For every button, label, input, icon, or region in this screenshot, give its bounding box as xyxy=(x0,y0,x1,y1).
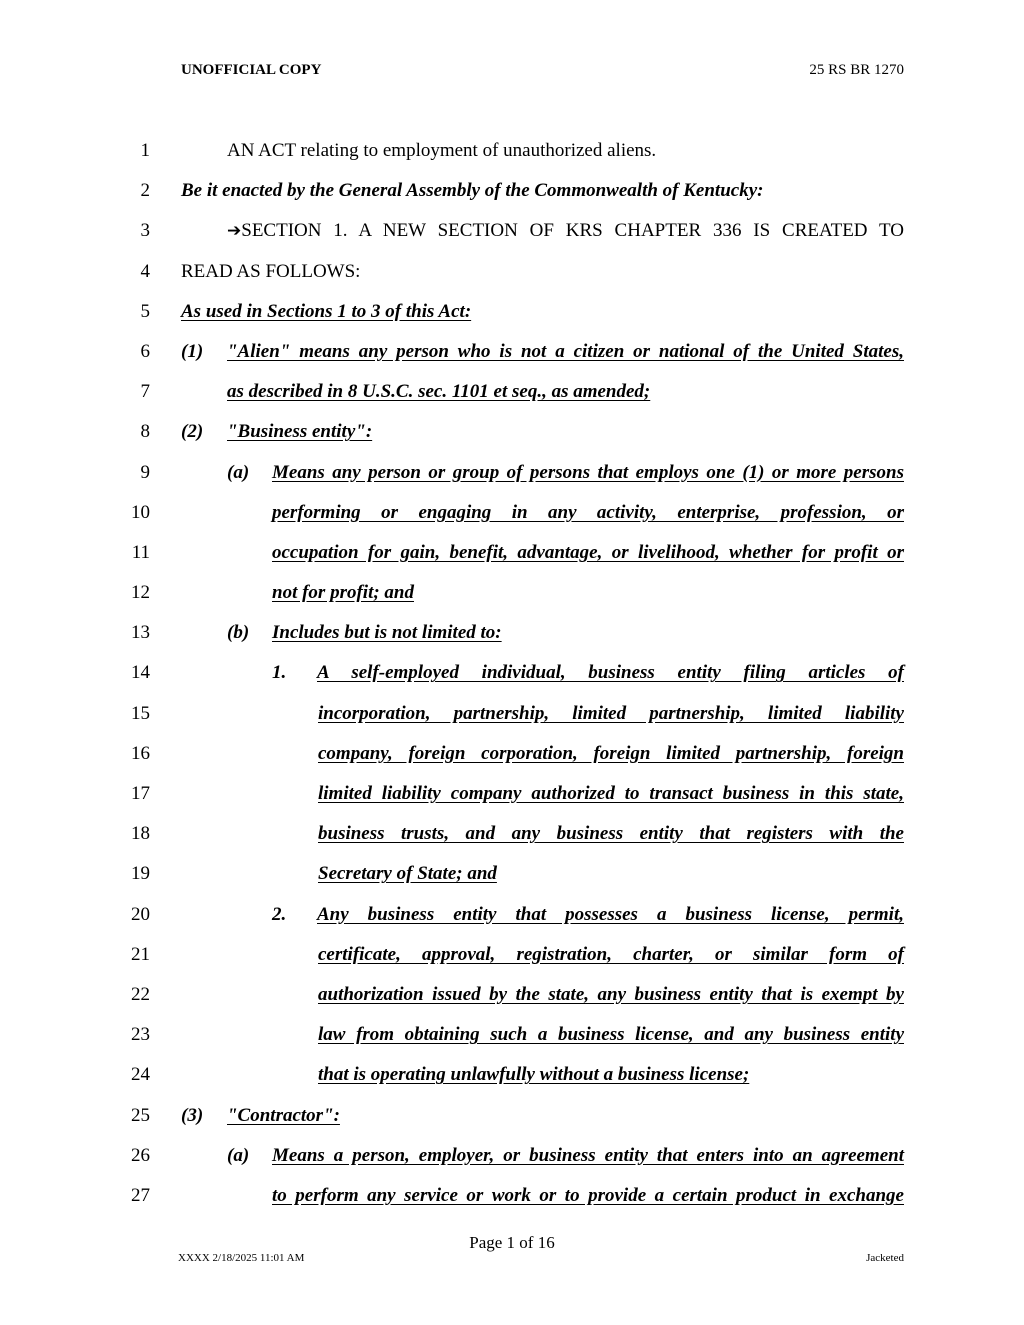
bill-text xyxy=(181,1096,904,1136)
subparagraph-label: 2. xyxy=(272,903,287,925)
bill-text: to perform any service or work or to provide a certain product in exchange xyxy=(272,1184,904,1206)
bill-text xyxy=(181,332,904,372)
bill-text: Secretary of State; and xyxy=(318,863,497,885)
bill-text: law from obtaining such a business license, and any business entity xyxy=(318,1024,904,1046)
bill-text: incorporation, partnership, limited partnership, limited liability xyxy=(318,702,904,724)
line-number: 10 xyxy=(131,501,150,523)
bill-text: limited liability company authorized to transact business in this state, xyxy=(318,783,904,804)
enacting-clause: Be it enacted by the General Assembly of the Commonwealth of Kentucky: xyxy=(181,180,764,202)
bill-line xyxy=(0,171,1024,211)
bill-line xyxy=(0,573,1024,613)
line-number: 22 xyxy=(131,983,150,1005)
bill-line xyxy=(0,252,1024,292)
footer-timestamp: XXXX 2/18/2025 11:01 AM xyxy=(178,1252,305,1264)
bill-line xyxy=(0,935,1024,975)
bill-text-content: "Alien" means any person who is not a citizen or national of the United States, xyxy=(227,340,904,362)
line-number: 6 xyxy=(140,340,150,362)
line-number: 21 xyxy=(131,943,150,965)
line-number: 9 xyxy=(140,461,150,483)
line-number: 8 xyxy=(140,421,150,443)
bill-text: company, foreign corporation, foreign limited partnership, foreign xyxy=(318,742,904,764)
line-number: 15 xyxy=(131,702,150,724)
bill-text-content: Includes but is not limited to: xyxy=(272,622,502,644)
bill-text-content: Any business entity that possesses a business license, permit, xyxy=(317,903,904,925)
section-heading-cont: READ AS FOLLOWS: xyxy=(181,260,361,282)
bill-text: business trusts, and any business entity that registers with the xyxy=(318,823,904,845)
bill-text xyxy=(272,895,904,935)
line-number: 4 xyxy=(140,260,150,282)
line-number: 12 xyxy=(131,582,150,604)
bill-text: certificate, approval, registration, charter, or similar form of xyxy=(318,943,904,965)
line-number: 24 xyxy=(131,1064,150,1086)
footer-status: Jacketed xyxy=(866,1252,904,1264)
bill-text xyxy=(227,613,904,653)
bill-text: As used in Sections 1 to 3 of this Act: xyxy=(181,300,472,322)
bill-text: that is operating unlawfully without a business license; xyxy=(318,1064,750,1086)
subsection-label: (2) xyxy=(181,421,204,443)
paragraph-label: (b) xyxy=(227,622,250,644)
bill-text: occupation for gain, benefit, advantage, or livelihood, whether for profit or xyxy=(272,541,904,563)
bill-line xyxy=(0,453,1024,493)
bill-line xyxy=(0,774,1024,814)
line-number: 23 xyxy=(131,1024,150,1046)
bill-line xyxy=(0,332,1024,372)
bill-line xyxy=(0,854,1024,894)
bill-line xyxy=(0,1015,1024,1055)
line-number: 1 xyxy=(140,140,150,161)
line-number: 2 xyxy=(140,180,150,202)
bill-text-content: Means any person or group of persons that employs one (1) or more persons xyxy=(272,461,904,483)
line-number: 19 xyxy=(131,863,150,885)
bill-line xyxy=(0,533,1024,573)
bill-line xyxy=(0,1176,1024,1216)
bill-line xyxy=(0,734,1024,774)
bill-body xyxy=(0,131,1024,1216)
bill-text xyxy=(181,412,904,452)
page-number: Page 1 of 16 xyxy=(469,1233,555,1252)
line-number: 26 xyxy=(131,1144,150,1166)
bill-line xyxy=(0,613,1024,653)
line-number: 18 xyxy=(131,823,150,845)
bill-line xyxy=(0,372,1024,412)
act-title: AN ACT relating to employment of unauthorized aliens. xyxy=(227,140,657,161)
bill-line xyxy=(0,694,1024,734)
bill-line xyxy=(0,1055,1024,1095)
line-number: 25 xyxy=(131,1104,150,1126)
line-number: 20 xyxy=(131,903,150,925)
bill-line xyxy=(0,814,1024,854)
bill-text xyxy=(227,1136,904,1176)
bill-text-content: "Business entity": xyxy=(227,421,373,443)
bill-line xyxy=(0,292,1024,332)
line-number: 3 xyxy=(140,220,150,242)
paragraph-label: (a) xyxy=(227,461,250,483)
line-number: 11 xyxy=(131,541,150,563)
bill-line xyxy=(0,131,1024,171)
section-heading xyxy=(227,211,904,251)
bill-text-content: Means a person, employer, or business entity that enters into an agreement xyxy=(272,1144,904,1166)
paragraph-label: (a) xyxy=(227,1144,250,1166)
header-bill-number: 25 RS BR 1270 xyxy=(809,62,904,78)
subparagraph-label: 1. xyxy=(272,662,287,684)
header-unofficial-copy: UNOFFICIAL COPY xyxy=(181,62,322,78)
bill-line xyxy=(0,493,1024,533)
arrow-right-icon: ➔ xyxy=(227,221,242,242)
line-number: 27 xyxy=(131,1184,150,1206)
line-number: 16 xyxy=(131,742,150,764)
bill-line xyxy=(0,653,1024,693)
line-number: 14 xyxy=(131,662,150,684)
bill-line xyxy=(0,412,1024,452)
section-heading-text: SECTION 1. A NEW SECTION OF KRS CHAPTER 336 IS CREATED TO xyxy=(241,220,904,242)
bill-text xyxy=(227,453,904,493)
bill-line xyxy=(0,895,1024,935)
line-number: 5 xyxy=(140,300,150,322)
subsection-label: (3) xyxy=(181,1104,204,1126)
bill-text: authorization issued by the state, any business entity that is exempt by xyxy=(318,983,904,1005)
line-number: 17 xyxy=(131,783,150,804)
bill-text: not for profit; and xyxy=(272,582,414,604)
bill-line xyxy=(0,1096,1024,1136)
bill-text: performing or engaging in any activity, enterprise, profession, or xyxy=(272,501,904,523)
line-number: 13 xyxy=(131,622,150,644)
bill-text-content: "Contractor": xyxy=(227,1104,340,1126)
line-number: 7 xyxy=(140,381,150,403)
bill-line xyxy=(0,211,1024,251)
bill-line xyxy=(0,1136,1024,1176)
bill-text: as described in 8 U.S.C. sec. 1101 et seq., as amended; xyxy=(227,381,651,403)
bill-text xyxy=(272,653,904,693)
bill-line xyxy=(0,975,1024,1015)
subsection-label: (1) xyxy=(181,340,204,362)
bill-text-content: A self-employed individual, business entity filing articles of xyxy=(317,662,904,684)
